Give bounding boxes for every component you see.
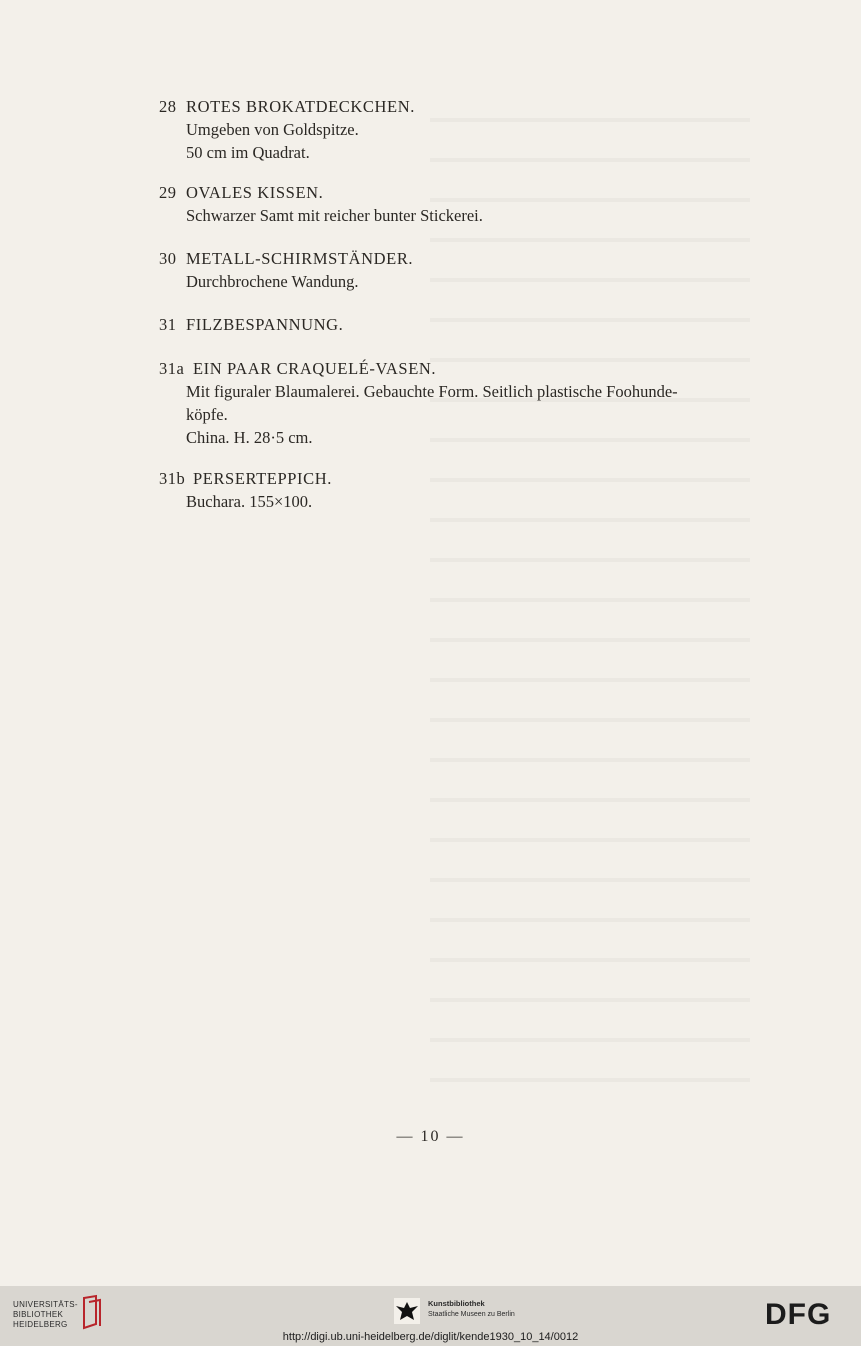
entry-description — [186, 270, 756, 293]
entry-title: PERSERTEPPICH. — [193, 469, 332, 488]
page-number: — 10 — — [396, 1128, 465, 1145]
entry-line: China. H. 28·5 cm. — [186, 428, 313, 447]
entry-line: Durchbrochene Wandung. — [186, 272, 359, 291]
entry-number: 31a — [159, 359, 185, 378]
university-line: HEIDELBERG — [13, 1320, 68, 1329]
bleed-through-texture — [430, 100, 750, 1100]
entry-number: 31 — [159, 315, 177, 334]
entry-description — [186, 490, 756, 513]
entry-title: ROTES BROKATDECKCHEN. — [186, 97, 415, 116]
entry-title: METALL-SCHIRMSTÄNDER. — [186, 249, 414, 268]
university-line: UNIVERSITÄTS- — [13, 1300, 78, 1309]
university-library-label — [13, 1300, 78, 1330]
kunstbibliothek-title: Kunstbibliothek — [428, 1299, 485, 1308]
entry-line: köpfe. — [186, 405, 228, 424]
entry-number: 29 — [159, 183, 177, 202]
entry-line: Buchara. 155×100. — [186, 492, 313, 511]
entry-line: Umgeben von Goldspitze. — [186, 120, 359, 139]
entry-number: 31b — [159, 469, 186, 488]
entry-number: 30 — [159, 249, 177, 268]
entry-title: FILZBESPANNUNG. — [186, 315, 344, 334]
entry-description — [186, 118, 756, 164]
entry-line: Schwarzer Samt mit reicher bunter Stickerei. — [186, 206, 483, 225]
entry-title: EIN PAAR CRAQUELÉ-VASEN. — [193, 359, 437, 378]
entry-description — [186, 380, 756, 449]
entry-line: 50 cm im Quadrat. — [186, 143, 310, 162]
entry-title: OVALES KISSEN. — [186, 183, 324, 202]
entry-description — [186, 204, 756, 227]
dfg-logo: DFG — [765, 1298, 832, 1331]
kunstbibliothek-eagle-icon — [394, 1298, 420, 1324]
entry-number: 28 — [159, 97, 177, 116]
source-url-link[interactable]: http://digi.ub.uni-heidelberg.de/diglit/kende1930_10_14/0012 — [282, 1331, 579, 1343]
university-line: BIBLIOTHEK — [13, 1310, 64, 1319]
kunstbibliothek-label — [428, 1299, 515, 1320]
university-logo-icon — [80, 1294, 104, 1330]
entry-line: Mit figuraler Blaumalerei. Gebauchte Form. Seitlich plastische Foohunde- — [186, 382, 678, 401]
kunstbibliothek-subtitle: Staatliche Museen zu Berlin — [428, 1311, 515, 1318]
digitization-footer — [0, 1286, 861, 1346]
